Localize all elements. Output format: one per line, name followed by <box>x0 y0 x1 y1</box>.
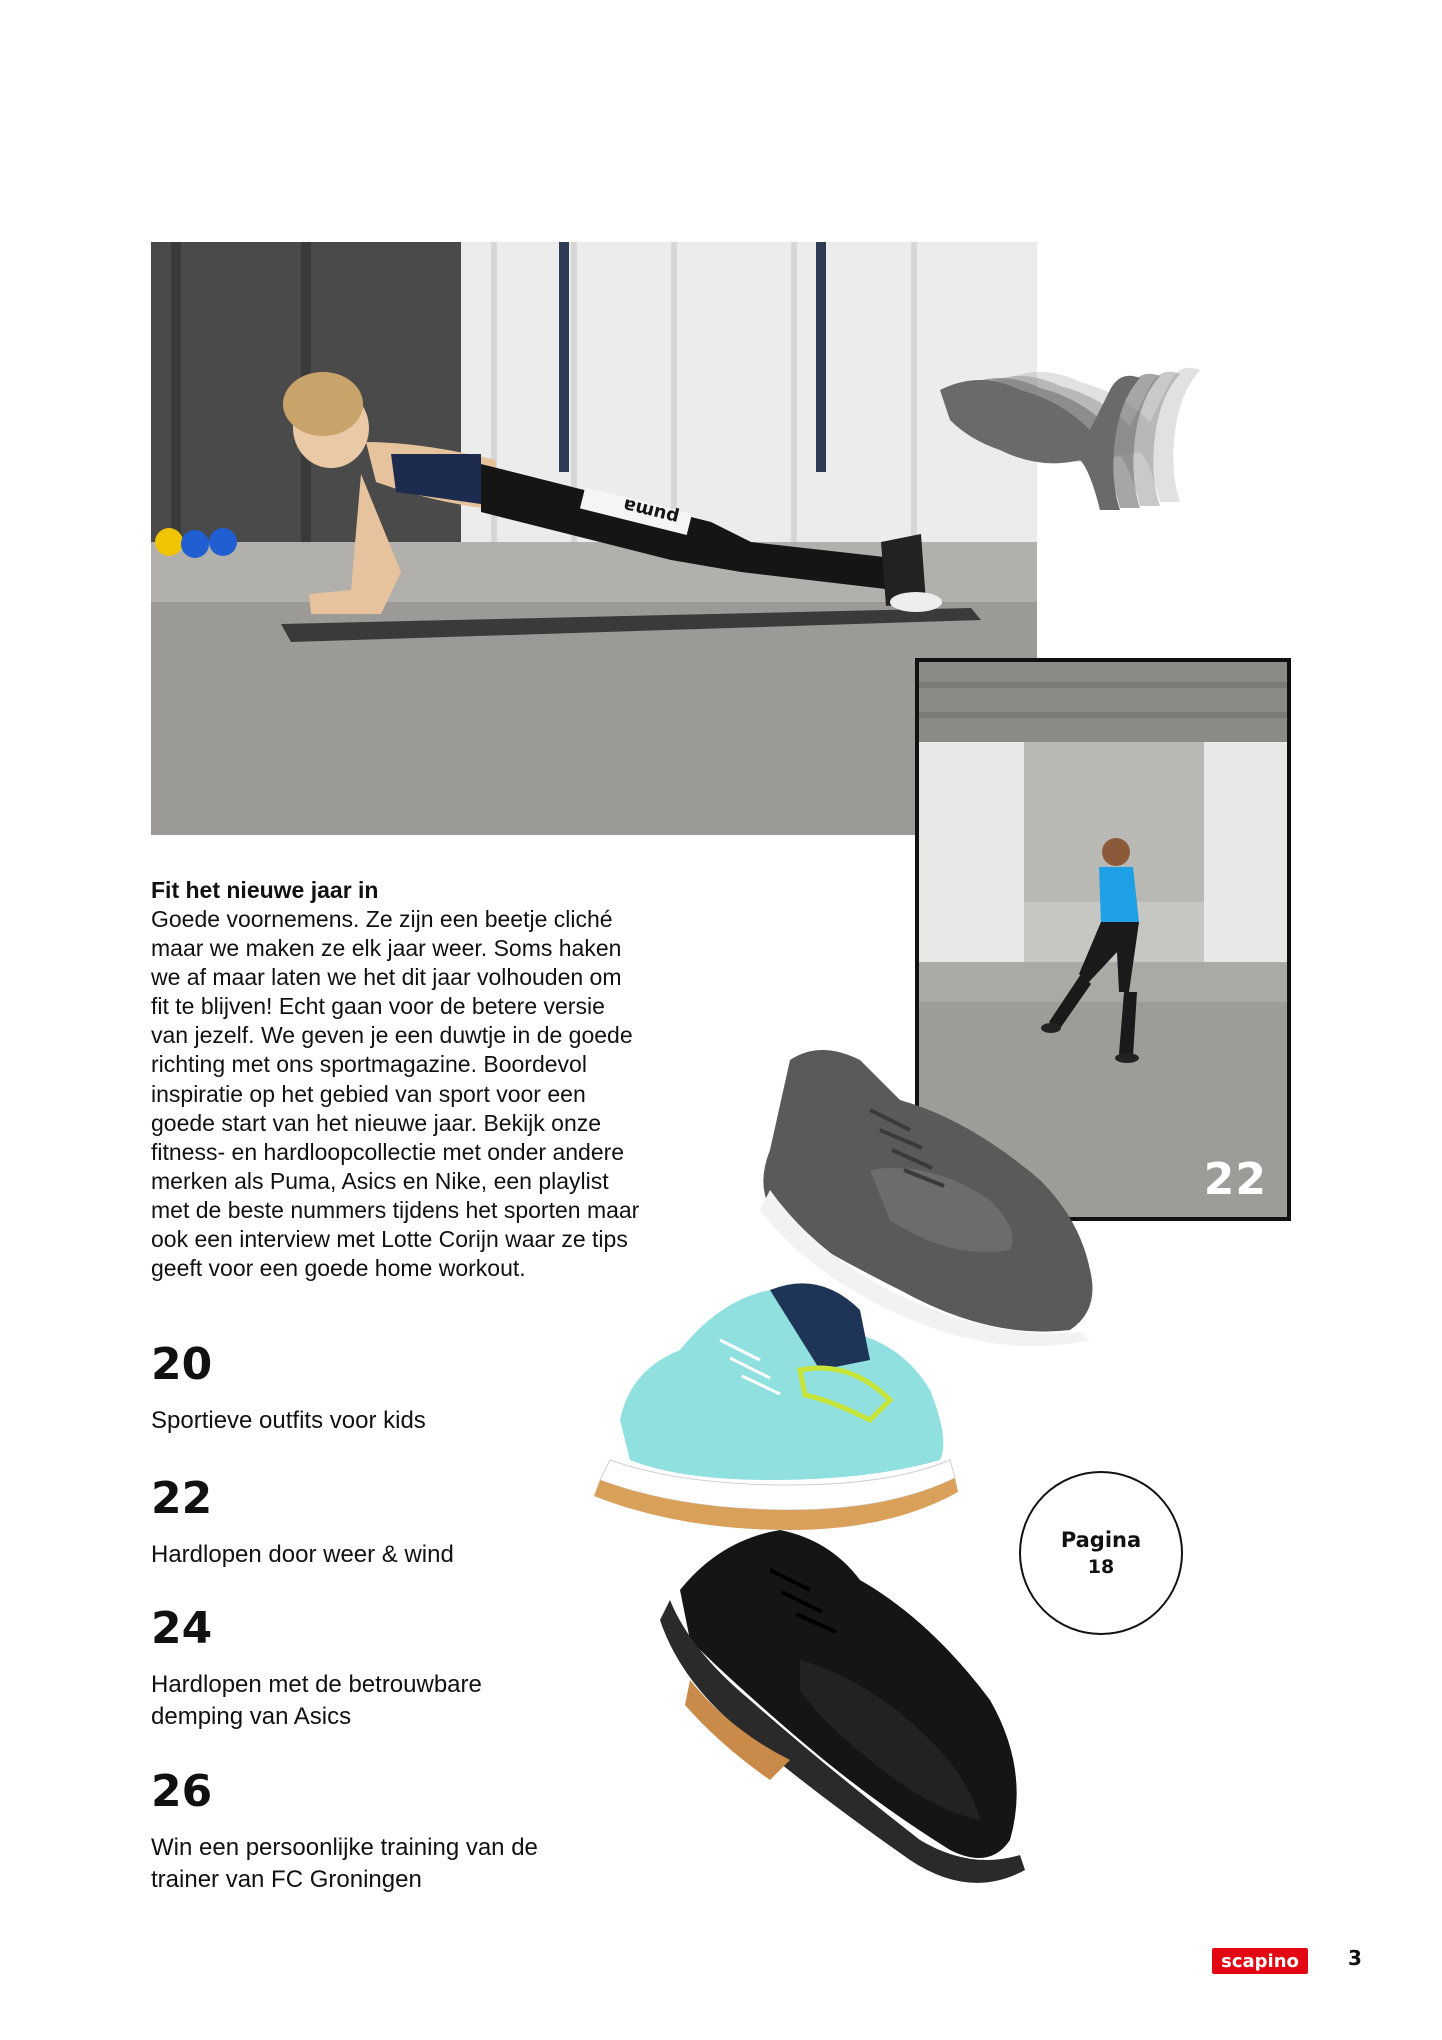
plank-photo-illustration <box>151 242 1037 835</box>
toc-label: Sportieve outfits voor kids <box>151 1407 426 1434</box>
intro-line: geeft voor een goede home workout. <box>151 1255 526 1282</box>
runner-photo-number: 22 <box>1203 1154 1267 1205</box>
intro-line: merken als Puma, Asics en Nike, een playlist <box>151 1167 609 1194</box>
page-number: 3 <box>1348 1946 1362 1970</box>
toc-number: 22 <box>151 1473 213 1524</box>
toc-label: Hardlopen met de betrouwbare demping van Asics <box>151 1671 482 1730</box>
intro-line: goede start van het nieuwe jaar. Bekijk onze <box>151 1109 602 1136</box>
toc-label: Hardlopen door weer & wind <box>151 1541 454 1568</box>
intro-title: Fit het nieuwe jaar in <box>151 877 379 903</box>
sneakers-illustration <box>570 1040 1190 1900</box>
intro-line: ook een interview met Lotte Corijn waar ze tips <box>151 1226 628 1253</box>
tights-logo-text: puma <box>621 494 682 529</box>
toc-number: 20 <box>151 1339 213 1390</box>
page-reference-badge <box>1019 1471 1183 1635</box>
intro-line: maar we maken ze elk jaar weer. Soms haken <box>151 935 622 962</box>
puma-cat-icon <box>940 360 1240 560</box>
intro-line: fit te blijven! Echt gaan voor de betere versie <box>151 993 605 1020</box>
page-reference-label: Pagina <box>1060 1528 1142 1552</box>
sneakers-svg <box>570 1040 1190 1900</box>
intro-line: Goede voornemens. Ze zijn een beetje cliché <box>151 906 613 932</box>
intro-line: we af maar laten we het dit jaar volhouden om <box>151 964 622 991</box>
puma-logo <box>940 360 1240 560</box>
toc-label: Win een persoonlijke training van de trainer van FC Groningen <box>151 1834 538 1893</box>
intro-line: met de beste nummers tijdens het sporten maar <box>151 1196 640 1223</box>
intro-line: fitness- en hardloopcollectie met onder andere <box>151 1138 625 1165</box>
black-sneaker-icon <box>660 1530 1025 1883</box>
mint-sneaker-icon <box>594 1283 958 1530</box>
toc-number: 26 <box>151 1766 213 1817</box>
page-reference-number: 18 <box>1087 1556 1115 1578</box>
intro-line: van jezelf. We geven je een duwtje in de goede <box>151 1022 633 1049</box>
intro-line: richting met ons sportmagazine. Boordevol <box>151 1051 587 1078</box>
brand-logo: scapino <box>1212 1948 1308 1974</box>
plank-photo <box>151 242 1037 835</box>
intro-line: inspiratie op het gebied van sport voor een <box>151 1080 586 1107</box>
toc-number: 24 <box>151 1603 213 1654</box>
